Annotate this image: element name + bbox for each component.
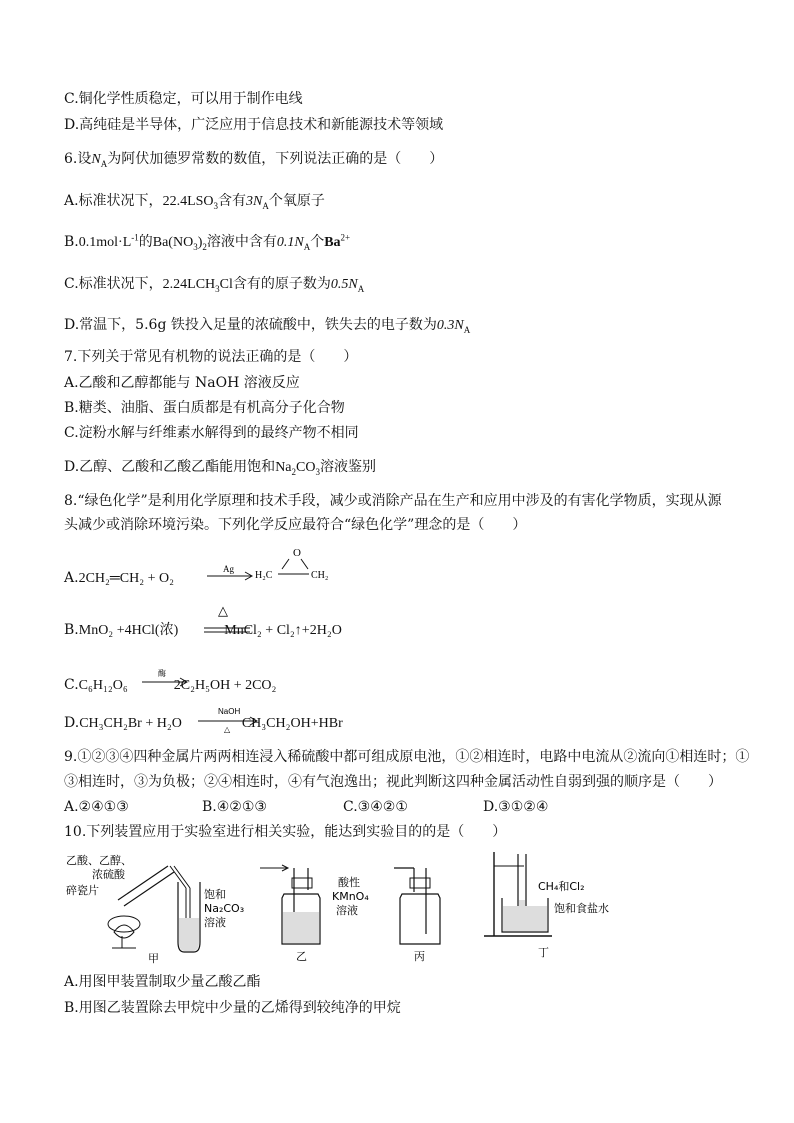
q8-stem-line2: 头减少或消除环境污染。下列化学反应最符合“绿色化学”理念的是（ ）	[64, 517, 527, 533]
apparatus-yi	[260, 865, 369, 963]
ding-gas-label: CH₄和Cl₂	[538, 880, 585, 893]
epoxide-oxygen: O	[293, 547, 301, 559]
q10-option-a: A.用图甲装置制取少量乙酸乙酯	[64, 974, 261, 990]
jia-solution-line1: 饱和	[204, 888, 226, 901]
q9-option-b: B.④②①③	[202, 799, 267, 815]
q8-option-b: B.MnO₂ +4HCl(浓) MnCl₂ + Cl₂↑+2H₂O	[64, 622, 342, 638]
q6-option-b: $B.0.1mol\cdot L^{-1}$的$Ba(NO_3)_2$溶液中含有$0.1N_A$个$Ba^{2+}$	[64, 232, 351, 252]
apparatus-jia	[66, 853, 244, 965]
q6-option-a: A.标准状况下，$22.4LSO_3$含有$3N_A$个氧原子	[64, 193, 325, 211]
condition-heat-d: △	[224, 725, 231, 734]
q10-stem: 10.下列装置应用于实验室进行相关实验，能达到实验目的的是（ ）	[64, 824, 507, 840]
q6-stem: 6.设$N_A$为阿伏加德罗常数的数值，下列说法正确的是（ ）	[64, 151, 444, 169]
yi-reagent-line3: 溶液	[336, 904, 358, 917]
q8-a-arrow-and-epoxide	[205, 544, 345, 584]
q5-option-c: C.铜化学性质稳定，可以用于制作电线	[64, 91, 303, 107]
q6-option-c: C.标准状况下，$2.24LCH_3Cl$含有的原子数为$0.5N_A$	[64, 276, 365, 294]
q9-option-c: C.③④②①	[343, 799, 408, 815]
q9-stem-line2: ③相连时，③为负极；②④相连时，④有气泡逸出；视此判断这四种金属活动性自弱到强的顺序是（ ）	[64, 774, 722, 790]
jia-solution-line3: 溶液	[204, 916, 226, 929]
ding-caption: 丁	[538, 946, 549, 959]
jia-reagent-line3: 碎瓷片	[66, 884, 99, 897]
q10-apparatus-figure	[62, 848, 642, 968]
q8-d-arrow	[196, 705, 260, 737]
condition-enzyme: 酶	[158, 669, 166, 678]
q8-stem-line1: 8.“绿色化学”是利用化学原理和技术手段，减少或消除产品在生产和应用中涉及的有害化学物质，实现从源	[64, 493, 722, 509]
q8-option-c: C.C₆H₁₂O₆ 2C₂H₅OH + 2CO₂	[64, 677, 277, 693]
q8-option-d: D.CH₃CH₂Br + H₂O CH₃CH₂OH+HBr	[64, 715, 343, 731]
epoxide-right-carbon: CH₂	[311, 570, 329, 581]
q9-stem-line1: 9.①②③④四种金属片两两相连浸入稀硫酸中都可组成原电池，①②相连时，电路中电流从②流向①相连时；①	[64, 749, 750, 765]
apparatus-bing	[394, 868, 440, 963]
q7-option-a: A.乙酸和乙醇都能与 NaOH 溶液反应	[64, 375, 300, 391]
jia-reagent-line1: 乙酸、乙醇、	[66, 854, 132, 867]
q8-b-equals-sign	[202, 602, 252, 642]
q9-option-a: A.②④①③	[64, 799, 129, 815]
q10-option-b: B.用图乙装置除去甲烷中少量的乙烯得到较纯净的甲烷	[64, 1000, 401, 1016]
jia-caption: 甲	[148, 952, 159, 965]
jia-solution-line2: Na₂CO₃	[204, 902, 245, 915]
q7-option-d: D.乙醇、乙酸和乙酸乙酯能用饱和$Na_2CO_3$溶液鉴别	[64, 459, 376, 477]
condition-ag: Ag	[223, 564, 234, 574]
q7-stem: 7.下列关于常见有机物的说法正确的是（ ）	[64, 349, 358, 365]
q7-option-b: B.糖类、油脂、蛋白质都是有机高分子化合物	[64, 400, 345, 416]
apparatus-ding	[484, 852, 609, 959]
q5-option-d: D.高纯硅是半导体，广泛应用于信息技术和新能源技术等领域	[64, 117, 444, 133]
condition-heat: △	[218, 604, 228, 619]
q8-c-arrow	[140, 666, 190, 690]
yi-reagent-line1: 酸性	[338, 876, 360, 889]
q6-option-d: D.常温下，5.6g 铁投入足量的浓硫酸中，铁失去的电子数为$0.3N_A$	[64, 317, 471, 335]
bing-caption: 丙	[414, 950, 425, 963]
jia-reagent-line2: 浓硫酸	[92, 868, 125, 881]
q9-option-d: D.③①②④	[483, 799, 549, 815]
q7-option-c: C.淀粉水解与纤维素水解得到的最终产物不相同	[64, 425, 359, 441]
condition-naoh: NaOH	[218, 707, 241, 716]
yi-reagent-line2: KMnO₄	[332, 890, 369, 903]
q8-option-a: A.2CH₂═CH₂ + O₂	[64, 570, 175, 586]
ding-solution-label: 饱和食盐水	[554, 902, 609, 915]
yi-caption: 乙	[296, 950, 307, 963]
epoxide-left-carbon: H₂C	[255, 570, 273, 581]
